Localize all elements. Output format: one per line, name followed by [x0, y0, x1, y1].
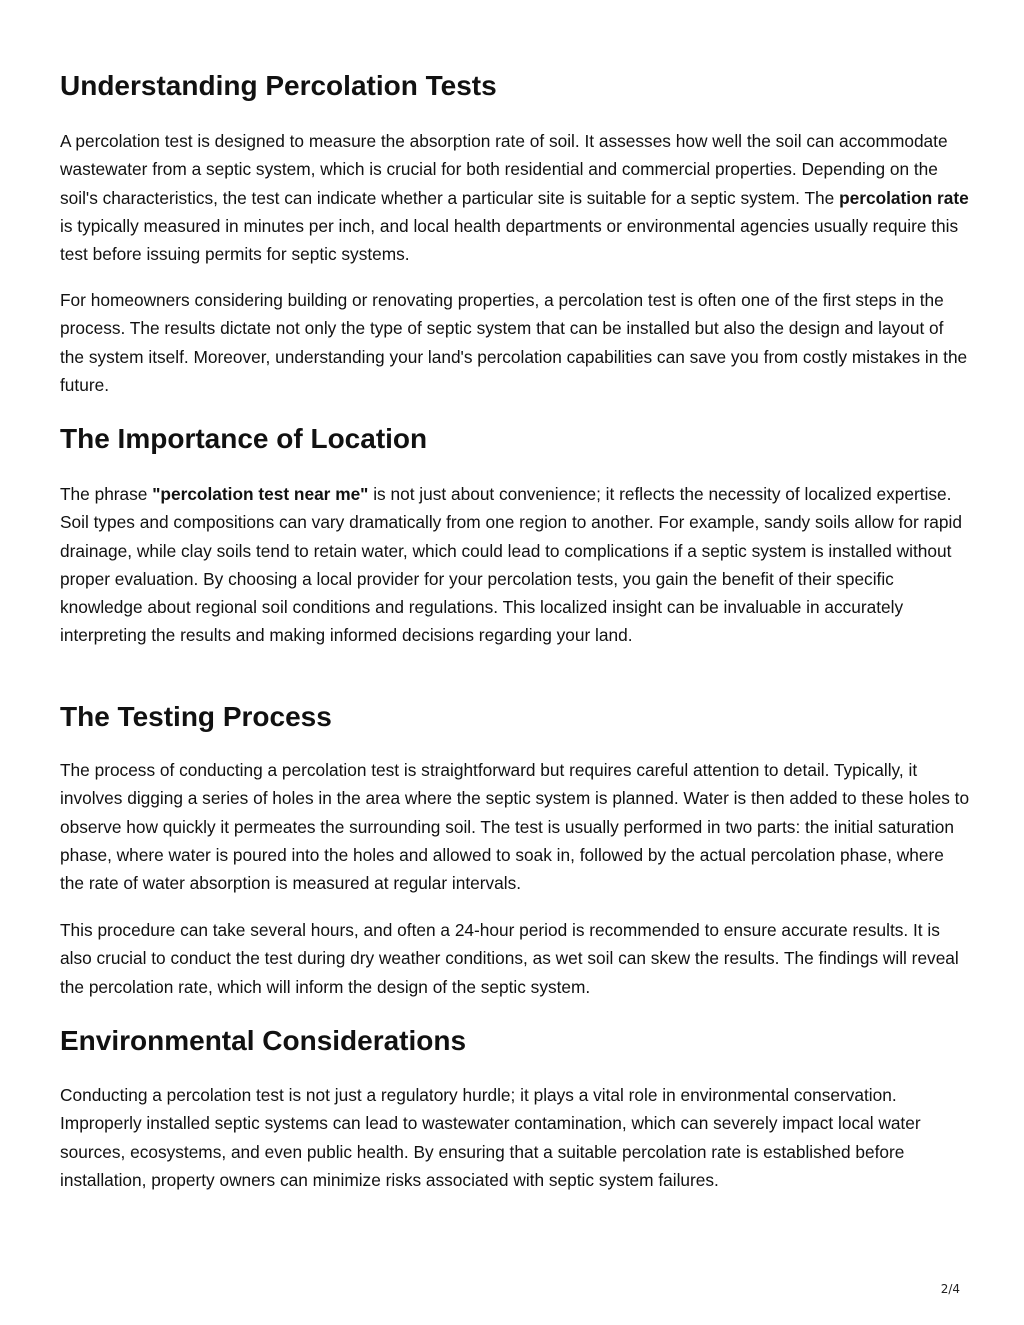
- paragraph-environmental-1: Conducting a percolation test is not just a regulatory hurdle; it plays a vital role in environmental conservation. Improperly installed septic systems can lead to wastewater contamination, which can severely impact local water sources, ecosystems, and even public health. By ensuring that a suitable percolation rate is established before installation, property owners can minimize risks associated with septic system failures.: [60, 1085, 921, 1190]
- section-heading-location: The Importance of Location: [60, 423, 428, 454]
- paragraph-testing-2: This procedure can take several hours, and often a 24-hour period is recommended to ensure accurate results. It is also crucial to conduct the test during dry weather conditions, as wet soil can skew the results. The findings will reveal the percolation rate, which will inform the design of the septic system.: [60, 920, 959, 997]
- paragraph-location-1: [60, 480, 972, 650]
- bold-term-percolation-rate: percolation rate: [839, 187, 969, 208]
- paragraph-text: A percolation test is designed to measure the absorption rate of soil. It assesses how well the soil can accommodate wastewater from a septic system, which is crucial for both residential and commercial properties. Depending on the soil's characteristics, the test can indicate whether a particular site is suitable for a septic system. The: [60, 131, 948, 208]
- section-heading-understanding: Understanding Percolation Tests: [60, 70, 497, 101]
- paragraph-testing-1: The process of conducting a percolation test is straightforward but requires careful attention to detail. Typically, it involves digging a series of holes in the area where the septic system is planned. Water is then added to these holes to observe how quickly it permeates the surrounding soil. The test is usually performed in two parts: the initial saturation phase, where water is poured into the holes and allowed to soak in, followed by the actual percolation phase, where the rate of water absorption is measured at regular intervals.: [60, 760, 970, 894]
- bold-term-percolation-test-near-me: "percolation test near me": [152, 484, 369, 504]
- paragraph-text: is typically measured in minutes per inch, and local health departments or environmental agencies usually require this test before issuing permits for septic systems.: [60, 215, 959, 265]
- paragraph-understanding-2: For homeowners considering building or renovating properties, a percolation test is often one of the first steps in the process. The results dictate not only the type of septic system that can be installed but also the design and layout of the system itself. Moreover, understanding your land's percolation capabilities can save you from costly mistakes in the future.: [60, 290, 968, 395]
- section-heading-environmental: Environmental Considerations: [60, 1025, 467, 1056]
- section-heading-testing-process: The Testing Process: [60, 701, 332, 732]
- page-number: 2/4: [940, 1282, 960, 1296]
- paragraph-text: is not just about convenience; it reflects the necessity of localized expertise. Soil types and compositions can vary dramatically from one region to another. For example, sandy soils allow for rapid drainage, while clay soils tend to retain water, which could lead to complications if a septic system is installed without proper evaluation. By choosing a local provider for your percolation tests, you gain the benefit of their specific knowledge about regional soil conditions and regulations. This localized insight can be invaluable in accurately interpreting the results and making informed decisions regarding your land.: [60, 484, 962, 646]
- paragraph-understanding-1: [60, 127, 972, 268]
- paragraph-text: The phrase: [60, 484, 153, 504]
